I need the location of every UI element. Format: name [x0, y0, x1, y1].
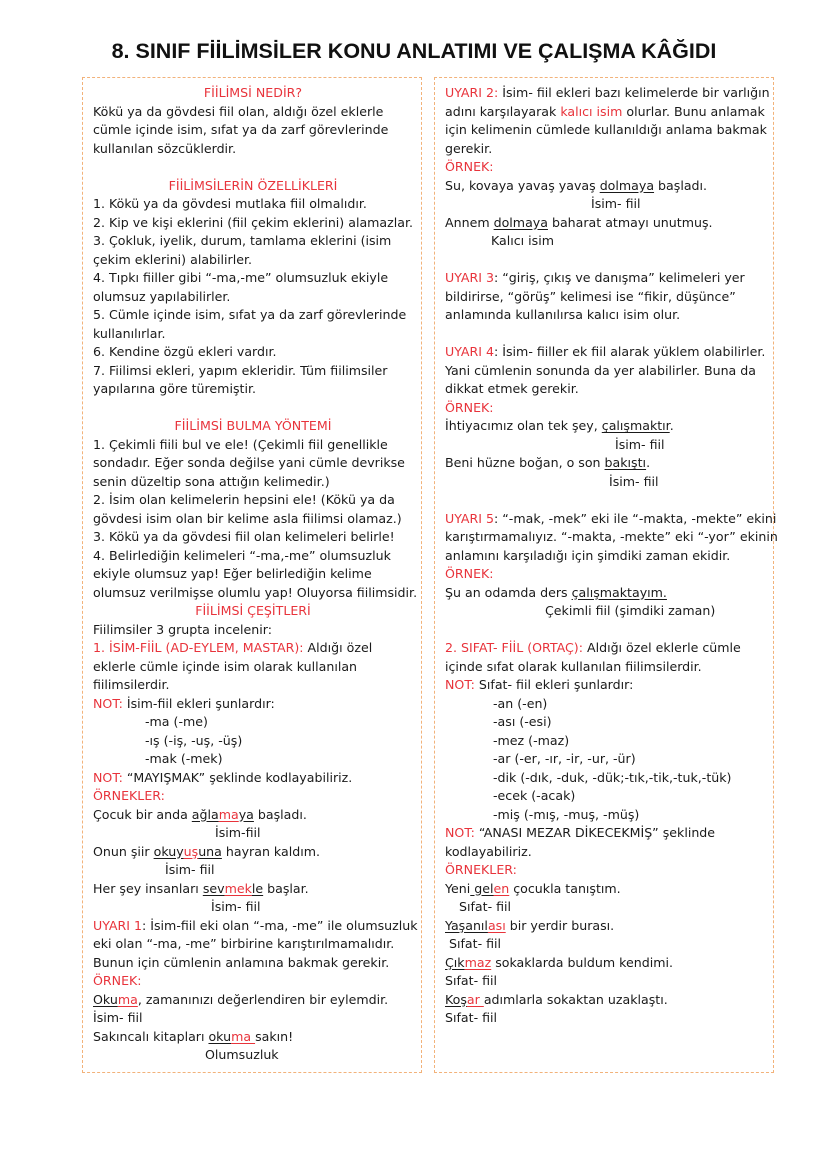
uyari-label: UYARI 3: [445, 270, 495, 285]
ornekler-label: ÖRNEKLER:: [445, 862, 517, 877]
text-line: 3. Çokluk, iyelik, durum, tamlama eklerini (isim: [93, 233, 392, 248]
suffix-item: -ma (-me): [145, 714, 208, 729]
example-tag: İsim- fiil: [615, 436, 665, 452]
example-tag: İsim- fiil: [591, 196, 641, 211]
example-sentence: Her şey insanları sevmekle başlar.: [93, 880, 309, 896]
heading-bulma-yontemi: FİİLİMSİ BULMA YÖNTEMİ: [174, 418, 332, 433]
text-line: senin düzeltip sona attığın kelimedir.): [93, 473, 330, 489]
text-line: Kökü ya da gövdesi fiil olan, aldığı özel eklerle: [93, 103, 384, 119]
text-line: 2. Kip ve kişi eklerini (fiil çekim eklerini) alamazlar.: [93, 214, 413, 230]
text-line: Bunun için cümlenin anlamına bakmak gerekir.: [93, 954, 390, 970]
example-sentence: Şu an odamda ders çalışmaktayım.: [445, 584, 667, 600]
spacer: [93, 158, 413, 177]
text-line: ekiyle olumsuz yap! Eğer belirlediğin kelime: [93, 566, 372, 581]
example-sentence: İhtiyacımız olan tek şey, çalışmaktır.: [445, 418, 674, 433]
example-tag: Çekimli fiil (şimdiki zaman): [545, 603, 716, 618]
left-column-box: [82, 77, 422, 1073]
text-line: bildirirse, “görüş” kelimesi ise “fikir, düşünce”: [445, 288, 736, 304]
text-line: 6. Kendine özgü ekleri vardır.: [93, 344, 277, 359]
suffix-item: -an (-en): [493, 695, 548, 711]
text-line: 2. İsim olan kelimelerin hepsini ele! (Kökü ya da: [93, 492, 395, 507]
spacer: [93, 399, 413, 418]
example-sentence: Yeni gelen çocukla tanıştım.: [445, 880, 621, 896]
ornek-label: ÖRNEK:: [445, 566, 494, 581]
uyari-label: UYARI 4: [445, 344, 495, 359]
spacer: [445, 325, 765, 344]
uyari-3: UYARI 3: “giriş, çıkış ve danışma” kelimeleri yer: [445, 270, 745, 285]
text-line: cümle içinde isim, sıfat ya da zarf görevlerinde: [93, 122, 389, 137]
example-sentence: Çocuk bir anda ağlamaya başladı.: [93, 806, 307, 822]
sifat-fiil-definition: 2. SIFAT- FİİL (ORTAÇ): Aldığı özel eklerle cümle: [445, 640, 741, 655]
text-line: içinde sıfat olarak kullanılan fiilimsilerdir.: [445, 658, 702, 674]
example-tag: Sıfat- fiil: [449, 936, 502, 951]
example-tag: Sıfat- fiil: [445, 973, 498, 988]
example-sentence: Beni hüzne boğan, o son bakıştı.: [445, 455, 651, 470]
page-title: 8. SINIF FİİLİMSİLER KONU ANLATIMI VE ÇALIŞMA KÂĞIDI: [111, 39, 717, 63]
suffix-item: -ecek (-acak): [493, 788, 576, 803]
not-label: NOT:: [445, 825, 475, 840]
example-sentence: Annem dolmaya baharat atmayı unutmuş.: [445, 214, 713, 230]
example-tag: Olumsuzluk: [205, 1047, 279, 1062]
example-tag: Kalıcı isim: [491, 233, 555, 248]
text-line: gerekir.: [445, 140, 493, 156]
spacer: [445, 251, 765, 270]
note-line: NOT: Sıfat- fiil ekleri şunlardır:: [445, 677, 634, 692]
text-line: sondadır. Eğer sonda değilse yani cümle devrikse: [93, 455, 405, 470]
example-sentence: Onun şiir okuyuşuna hayran kaldım.: [93, 843, 320, 859]
uyari-2: UYARI 2: İsim- fiil ekleri bazı kelimelerde bir varlığın: [445, 85, 770, 100]
example-tag: İsim- fiil: [165, 862, 215, 877]
uyari-label: UYARI 2:: [445, 85, 499, 100]
text-line: eki olan “-ma, -me” birbirine karıştırılmamalıdır.: [93, 936, 395, 951]
spacer: [445, 491, 765, 510]
sifat-fiil-label: 2. SIFAT- FİİL (ORTAÇ):: [445, 640, 583, 655]
text-line: eklerle cümle içinde isim olarak kullanılan: [93, 658, 358, 674]
uyari-4: UYARI 4: İsim- fiiller ek fiil alarak yüklem olabilirler.: [445, 344, 766, 359]
text-line: karıştırmamalıyız. “-makta, -mekte” eki “-yor” ekinin: [445, 529, 778, 544]
text-line: 3. Kökü ya da gövdesi fiil olan kelimeleri belirle!: [93, 529, 395, 544]
ornek-label: ÖRNEK:: [445, 399, 494, 415]
text-line: çekim eklerini) alabilirler.: [93, 251, 252, 267]
text-line: olumsuz verilmişse olumlu yap! Oluyorsa fiilimsidir.: [93, 584, 418, 600]
suffix-item: -mez (-maz): [493, 732, 570, 748]
right-column-box: [434, 77, 778, 1073]
uyari-1: UYARI 1: İsim-fiil eki olan “-ma, -me” ile olumsuzluk: [93, 917, 418, 933]
text-line: 4. Belirlediğin kelimeleri “-ma,-me” olumsuzluk: [93, 547, 391, 563]
kalici-isim-highlight: kalıcı isim: [560, 103, 623, 119]
text-line: anlamını karşıladığı için şimdiki zaman ekidir.: [445, 547, 731, 563]
suffix-item: -dik (-dık, -duk, -dük;-tık,-tik,-tuk,-tük): [493, 769, 732, 785]
text-line: için kelimenin cümlede kullanıldığı anlama bakmak: [445, 122, 767, 137]
spacer: [445, 621, 765, 640]
text-line: Fiilimsiler 3 grupta incelenir:: [93, 621, 272, 637]
suffix-item: -ış (-iş, -uş, -üş): [145, 732, 243, 748]
example-tag: İsim- fiil: [93, 1010, 143, 1025]
example-tag: İsim-fiil: [215, 825, 261, 840]
suffix-item: -ar (-er, -ır, -ir, -ur, -ür): [493, 751, 636, 766]
uyari-5: UYARI 5: “-mak, -mek” eki ile “-makta, -mekte” ekini: [445, 510, 777, 526]
ornek-label: ÖRNEK:: [445, 159, 494, 174]
heading-cesitler: FİİLİMSİ ÇEŞİTLERİ: [195, 603, 311, 618]
text-line: kodlayabiliriz.: [445, 843, 532, 859]
text-line: Yani cümlenin sonunda da yer alabilirler. Buna da: [445, 362, 756, 378]
not-label: NOT:: [445, 677, 475, 692]
not-label: NOT:: [93, 769, 123, 785]
text-line: 5. Cümle içinde isim, sıfat ya da zarf görevlerinde: [93, 307, 407, 322]
note-line: NOT: “MAYIŞMAK” şeklinde kodlayabiliriz.: [93, 769, 353, 785]
example-sentence: Sakıncalı kitapları okuma sakın!: [93, 1028, 294, 1044]
example-tag: İsim- fiil: [211, 899, 261, 914]
example-tag: İsim- fiil: [609, 473, 659, 489]
note-line: NOT: İsim-fiil ekleri şunlardır:: [93, 695, 275, 711]
text-line: 1. Kökü ya da gövdesi mutlaka fiil olmalıdır.: [93, 196, 367, 211]
text-line: 7. Fiilimsi ekleri, yapım ekleridir. Tüm fiilimsiler: [93, 362, 388, 378]
note-line: NOT: “ANASI MEZAR DİKECEKMİŞ” şeklinde: [445, 825, 716, 840]
ornekler-label: ÖRNEKLER:: [93, 788, 165, 803]
isim-fiil-label: 1. İSİM-FİİL (AD-EYLEM, MASTAR):: [93, 640, 304, 655]
example-sentence: Okuma, zamanınızı değerlendiren bir eylemdir.: [93, 991, 389, 1007]
heading-fiilimsi-nedir: FİİLİMSİ NEDİR?: [203, 85, 303, 100]
uyari-label: UYARI 1: [93, 917, 143, 933]
text-line: olumsuz yapılabilirler.: [93, 288, 231, 304]
example-sentence: Su, kovaya yavaş yavaş dolmaya başladı.: [445, 177, 708, 193]
text-line: dikkat etmek gerekir.: [445, 381, 579, 396]
heading-ozellikler: FİİLİMSİLERİN ÖZELLİKLERİ: [168, 177, 338, 193]
text-line: adını karşılayarak kalıcı isim olurlar. Bunu anlamak: [445, 103, 765, 119]
example-tag: Sıfat- fiil: [445, 1010, 498, 1025]
example-sentence: Çıkmaz sokaklarda buldum kendimi.: [445, 954, 674, 970]
text-line: anlamında kullanılırsa kalıcı isim olur.: [445, 307, 681, 322]
not-label: NOT:: [93, 695, 123, 711]
text-line: fiilimsilerdir.: [93, 677, 170, 692]
example-sentence: Yaşanılası bir yerdir burası.: [445, 917, 615, 933]
suffix-item: -mak (-mek): [145, 751, 223, 766]
isim-fiil-definition: 1. İSİM-FİİL (AD-EYLEM, MASTAR): Aldığı özel: [93, 640, 373, 655]
text-line: kullanılan sözcüklerdir.: [93, 140, 237, 156]
text-line: yapılarına göre türemiştir.: [93, 381, 256, 396]
uyari-label: UYARI 5: [445, 510, 495, 526]
example-sentence: Koşar adımlarla sokaktan uzaklaştı.: [445, 991, 668, 1007]
suffix-item: -ası (-esi): [493, 714, 552, 729]
suffix-item: -miş (-mış, -muş, -müş): [493, 806, 640, 822]
example-tag: Sıfat- fiil: [459, 899, 512, 914]
text-line: gövdesi isim olan bir kelime asla fiilimsi olamaz.): [93, 510, 402, 526]
text-line: 4. Tıpkı fiiller gibi “-ma,-me” olumsuzluk ekiyle: [93, 270, 389, 285]
ornek-label: ÖRNEK:: [93, 973, 142, 988]
text-line: kullanılırlar.: [93, 325, 166, 341]
text-line: 1. Çekimli fiili bul ve ele! (Çekimli fiil genellikle: [93, 436, 388, 452]
